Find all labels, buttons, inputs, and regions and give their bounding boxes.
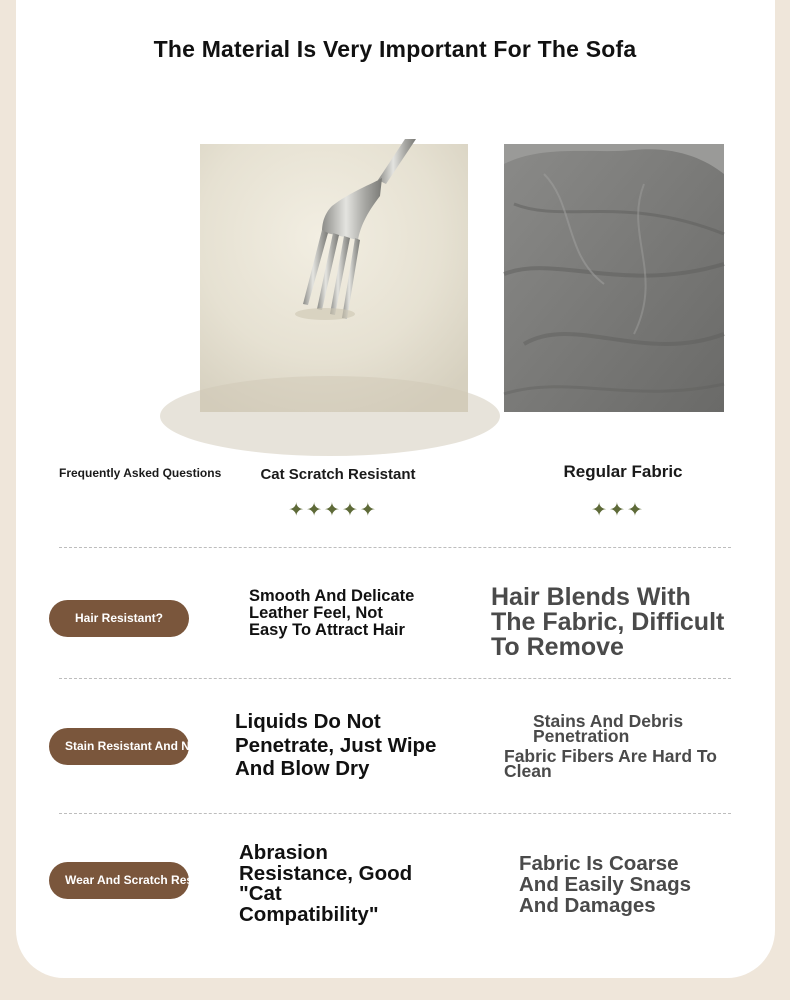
question-pill-stain[interactable]	[49, 728, 282, 765]
question-pill-wear[interactable]	[49, 862, 233, 899]
grey-fabric-image	[504, 144, 724, 412]
divider-3	[59, 813, 731, 814]
question-label: Hair Resistant?	[74, 611, 164, 625]
divider-2	[59, 678, 731, 679]
fabric-answer-stain-1: Stains And Debris Penetration	[533, 711, 684, 746]
fabric-answer-stain-2: Fabric Fibers Are Hard To Clean	[504, 746, 717, 781]
fabric-rating-stars: ✦✦✦	[591, 500, 645, 521]
fork-on-leather-image	[200, 144, 468, 412]
page-title: The Material Is Very Important For The Sofa	[153, 36, 637, 62]
leather-answer-wear: Abrasion Resistance, Good "Cat Compatibility"	[239, 841, 413, 926]
fabric-column-header: Regular Fabric	[563, 462, 683, 481]
fabric-answer-hair: Hair Blends With The Fabric, Difficult To Remove	[491, 583, 725, 661]
question-pill-hair[interactable]	[49, 600, 189, 637]
fabric-photo	[504, 144, 724, 412]
leather-rating-stars: ✦✦✦✦✦	[288, 500, 378, 521]
leather-photo	[200, 144, 468, 412]
faq-header: Frequently Asked Questions	[59, 466, 222, 480]
fabric-answer-wear: Fabric Is Coarse And Easily Snags And Damages	[519, 852, 692, 917]
question-label: Wear And Scratch Resistant?	[65, 873, 233, 887]
leather-answer-stain: Liquids Do Not Penetrate, Just Wipe And Blow Dry	[235, 710, 437, 780]
leather-answer-hair: Smooth And Delicate Leather Feel, Not Easy To Attract Hair	[249, 587, 415, 639]
question-label: Stain Resistant And Non-Penetrating?	[65, 739, 282, 753]
divider-1	[59, 547, 731, 548]
leather-column-header: Cat Scratch Resistant	[260, 466, 416, 483]
